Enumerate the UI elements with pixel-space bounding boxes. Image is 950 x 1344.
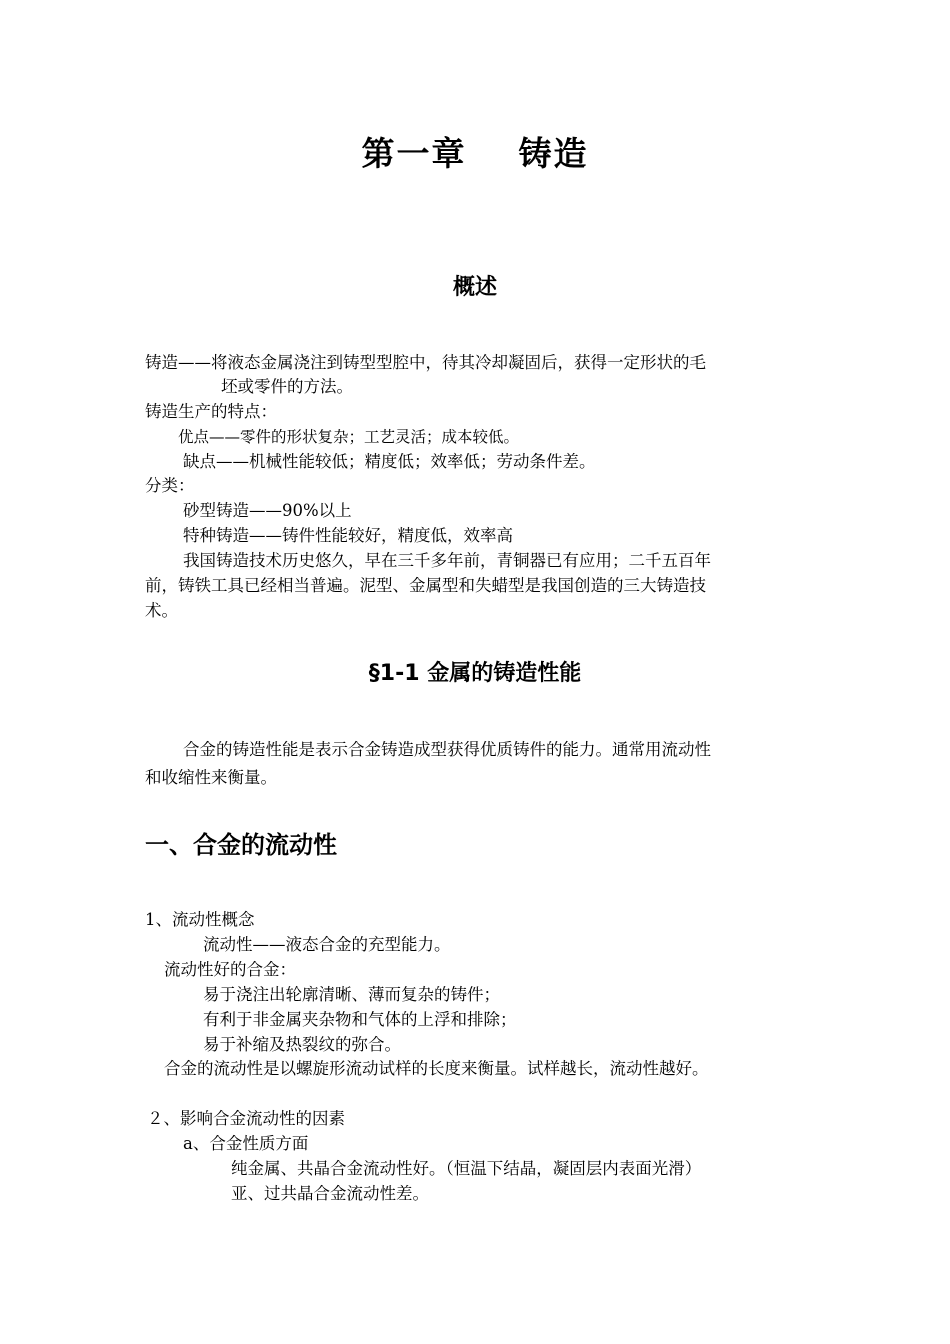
benefit-line-1: 易于浇注出轮廓清晰、薄而复杂的铸件； bbox=[203, 985, 500, 1004]
history-line-1: 我国铸造技术历史悠久，早在三千多年前，青铜器已有应用；二千五百年 bbox=[183, 551, 711, 570]
chapter-number: 第一章 bbox=[361, 134, 467, 173]
definition-line-2: 坯或零件的方法。 bbox=[221, 377, 353, 396]
good-fluidity-label: 流动性好的合金： bbox=[164, 960, 296, 979]
definition-line-1: 铸造——将液态金属浇注到铸型型腔中，待其冷却凝固后，获得一定形状的毛 bbox=[145, 353, 706, 372]
chapter-name: 铸造 bbox=[518, 134, 589, 173]
item-2a-line-2: 亚、过共晶合金流动性差。 bbox=[231, 1184, 429, 1203]
advantages-line: 优点——零件的形状复杂；工艺灵活；成本较低。 bbox=[178, 428, 520, 446]
classification-label: 分类： bbox=[145, 476, 195, 495]
item-2a-title: a、合金性质方面 bbox=[183, 1134, 309, 1153]
special-casting-line: 特种铸造——铸件性能较好，精度低，效率高 bbox=[183, 526, 513, 545]
fluidity-heading: 一、合金的流动性 bbox=[145, 831, 337, 859]
benefit-line-2: 有利于非金属夹杂物和气体的上浮和排除； bbox=[203, 1010, 517, 1029]
section-intro-line-2: 和收缩性来衡量。 bbox=[145, 768, 277, 787]
history-line-3: 术。 bbox=[145, 601, 178, 620]
history-line-2: 前，铸铁工具已经相当普遍。泥型、金属型和失蜡型是我国创造的三大铸造技 bbox=[145, 576, 706, 595]
features-label: 铸造生产的特点： bbox=[145, 402, 277, 421]
item-1-title: 1、流动性概念 bbox=[145, 910, 255, 929]
sand-casting-line: 砂型铸造——90%以上 bbox=[183, 501, 352, 520]
chapter-title bbox=[0, 128, 950, 175]
section-1-1-heading: §1-1 金属的铸造性能 bbox=[368, 661, 582, 686]
benefit-line-3: 易于补缩及热裂纹的弥合。 bbox=[203, 1035, 401, 1054]
section-intro-line-1: 合金的铸造性能是表示合金铸造成型获得优质铸件的能力。通常用流动性 bbox=[183, 740, 711, 759]
measurement-line: 合金的流动性是以螺旋形流动试样的长度来衡量。试样越长，流动性越好。 bbox=[164, 1059, 709, 1078]
item-1-definition: 流动性——液态合金的充型能力。 bbox=[203, 935, 451, 954]
item-2-title: ２、影响合金流动性的因素 bbox=[147, 1109, 345, 1128]
disadvantages-line: 缺点——机械性能较低；精度低；效率低；劳动条件差。 bbox=[183, 452, 596, 471]
item-2a-line-1: 纯金属、共晶合金流动性好。（恒温下结晶，凝固层内表面光滑） bbox=[231, 1159, 702, 1178]
overview-heading: 概述 bbox=[452, 275, 497, 300]
